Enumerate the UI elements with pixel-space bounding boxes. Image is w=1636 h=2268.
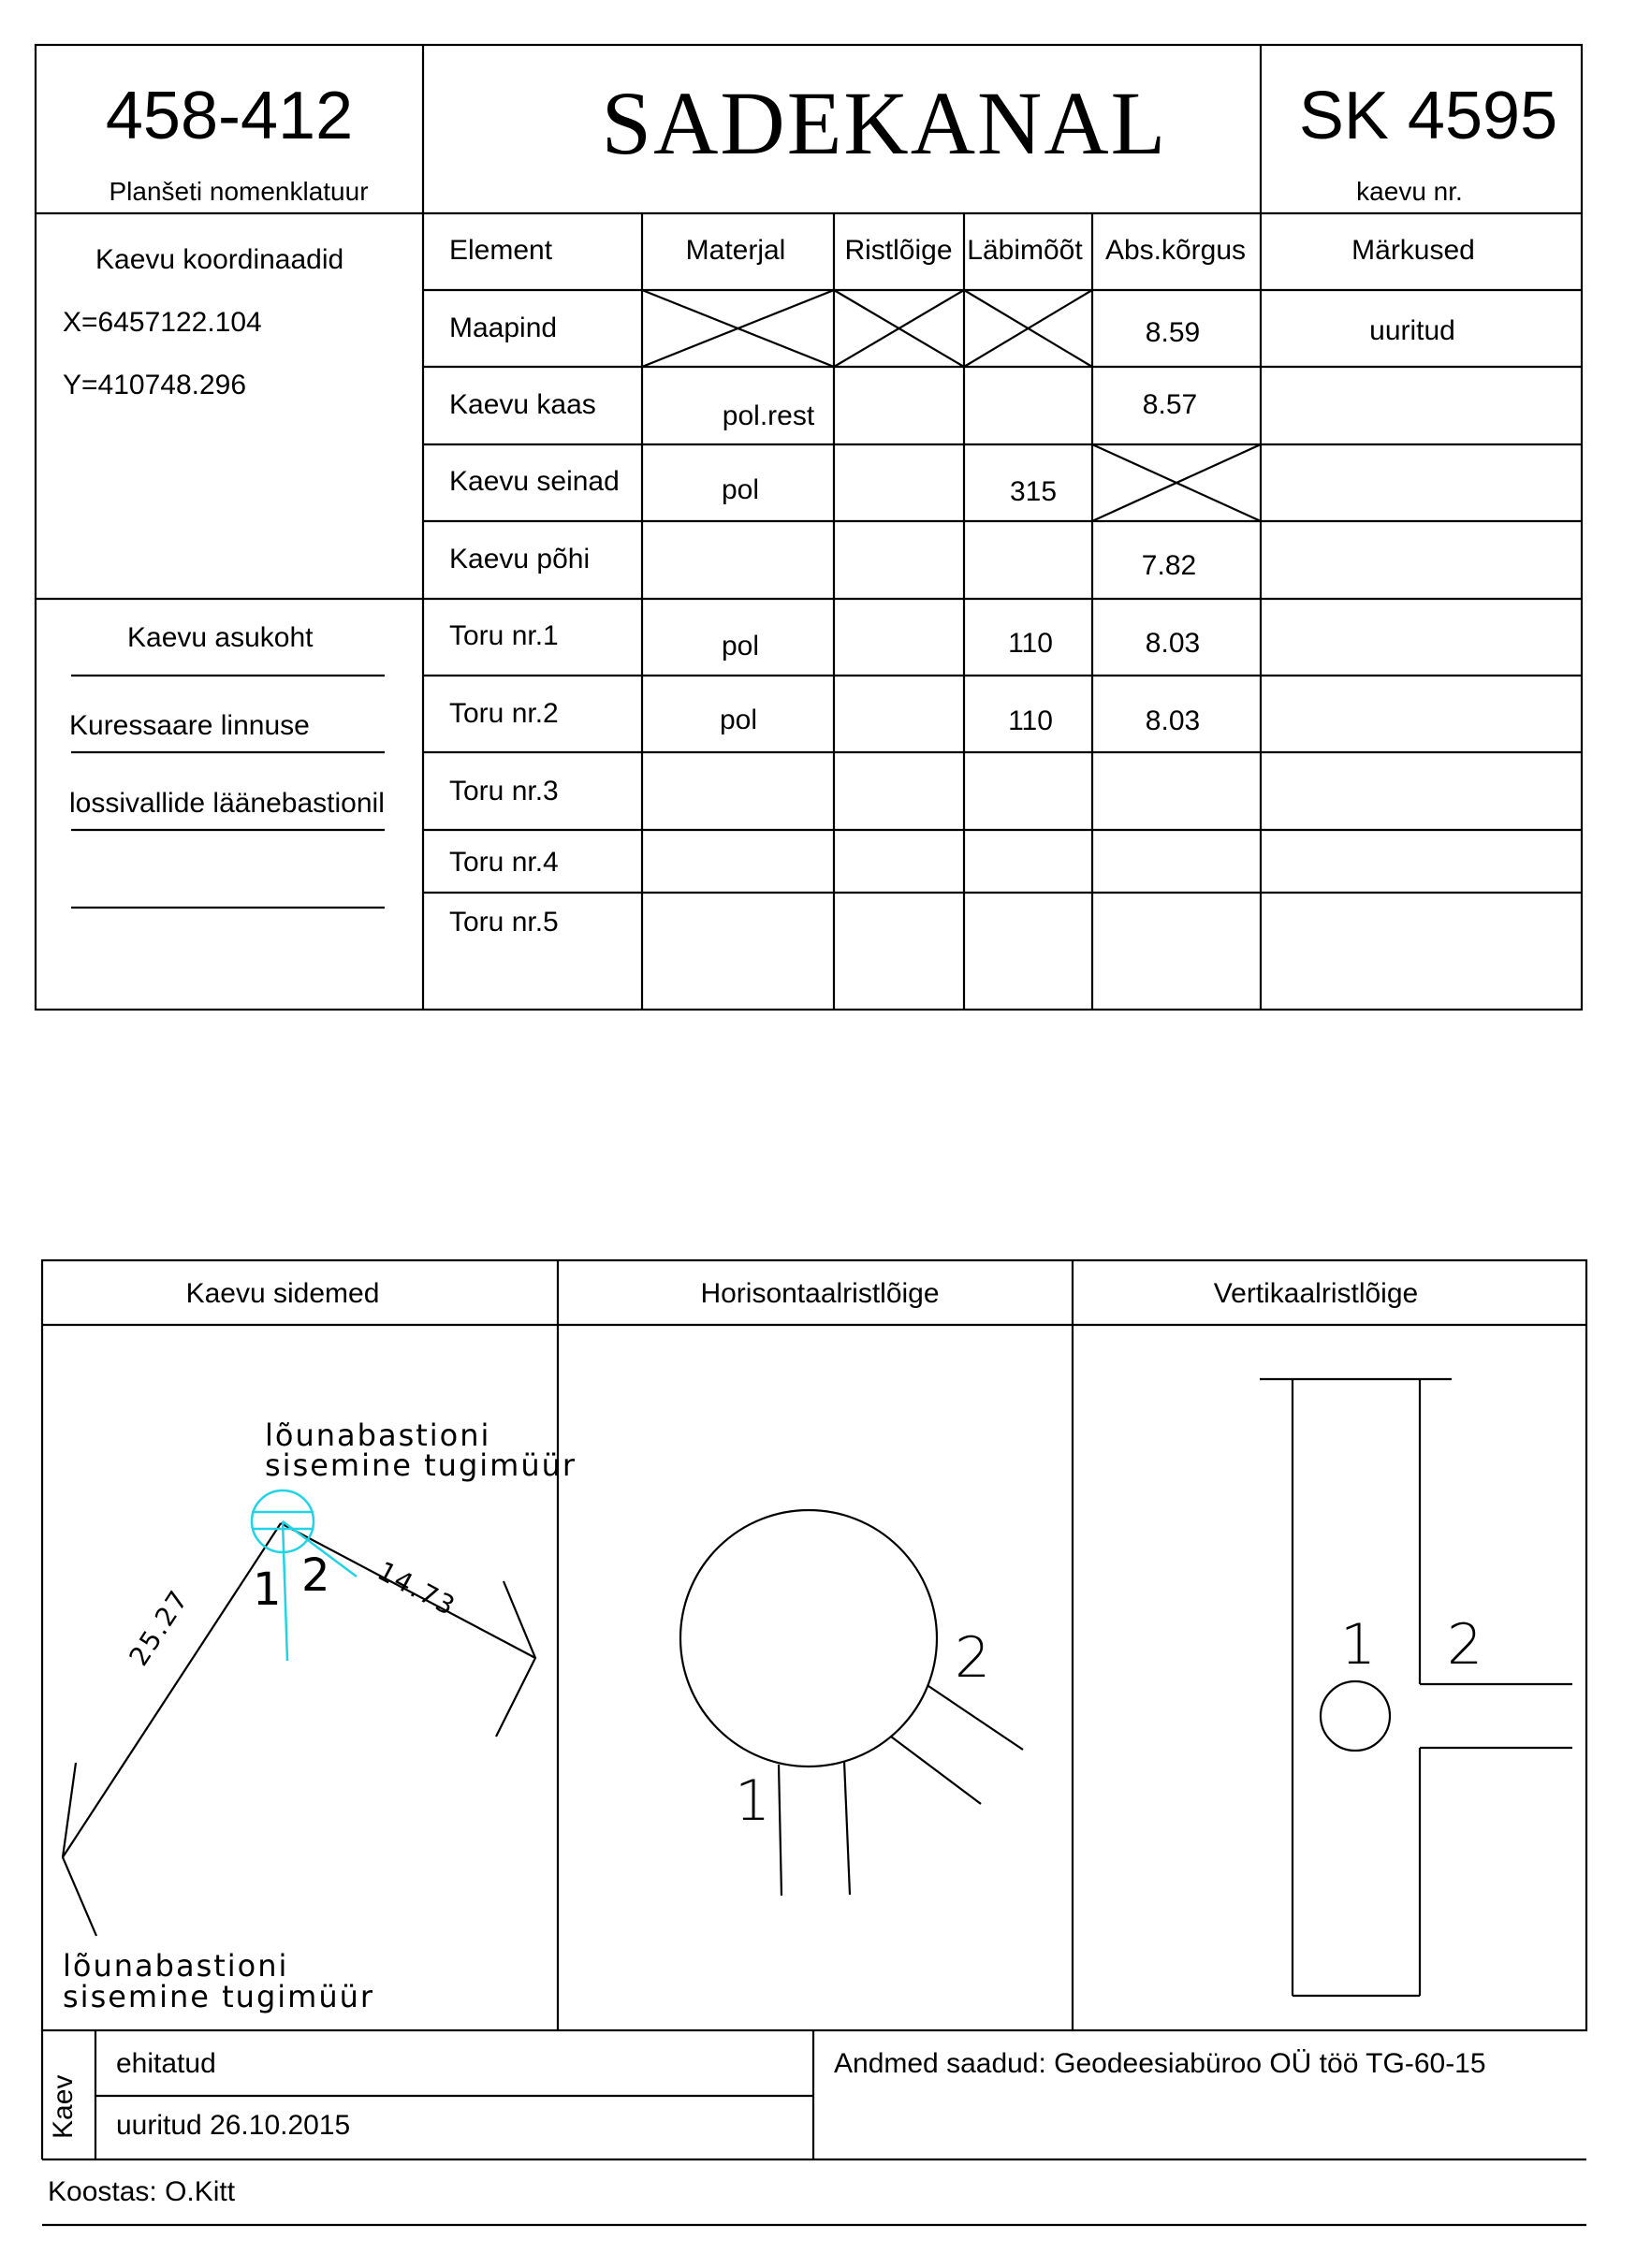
row-abs-height: 8.57	[1142, 389, 1198, 420]
sheet-number: 458-412	[105, 79, 354, 153]
panel-header-vertical: Vertikaalristlõige	[1213, 1278, 1419, 1309]
horizontal-pipe-2-label: 2	[955, 1625, 991, 1691]
wall-label-bottom-line1: lõunabastioni	[63, 1948, 289, 1984]
col-header-material: Materjal	[685, 235, 786, 266]
pipe-2-label: 2	[301, 1549, 330, 1602]
pipe-1-label: 1	[253, 1563, 282, 1616]
panel-header-ties: Kaevu sidemed	[185, 1278, 380, 1309]
vertical-pipe-2-label: 2	[1447, 1612, 1483, 1678]
coordinates-label: Kaevu koordinaadid	[95, 244, 344, 275]
col-header-element: Element	[449, 235, 553, 266]
coordinate-y: Y=410748.296	[63, 370, 247, 400]
location-line-2: lossivallide läänebastionil	[69, 788, 385, 819]
footer-built: ehitatud	[116, 2048, 216, 2079]
row-element: Toru nr.5	[449, 907, 559, 938]
page-title: SADEKANAL	[601, 73, 1168, 173]
col-header-diameter: Läbimõõt	[967, 235, 1083, 266]
horizontal-section	[680, 1510, 1023, 1896]
row-material: pol.rest	[722, 400, 815, 431]
row-diameter: 110	[1008, 628, 1053, 659]
row-abs-height: 8.03	[1145, 628, 1201, 659]
wall-label-bottom-line2: sisemine tugimüür	[63, 1979, 375, 2014]
row-element: Kaevu põhi	[449, 544, 591, 574]
distance-label-right: 14.73	[372, 1555, 462, 1622]
row-element: Kaevu seinad	[449, 466, 620, 497]
panel-header-horizontal: Horisontaalristlõige	[700, 1278, 940, 1309]
row-element: Toru nr.3	[449, 776, 559, 807]
vertical-section	[1260, 1379, 1572, 1996]
col-header-notes: Märkused	[1351, 235, 1475, 266]
row-notes: uuritud	[1369, 315, 1455, 346]
row-material: pol	[721, 631, 760, 662]
row-abs-height: 8.03	[1145, 705, 1201, 736]
row-material: pol	[719, 705, 758, 735]
footer-source: Andmed saadud: Geodeesiabüroo OÜ töö TG-60-15	[834, 2048, 1486, 2079]
row-element: Kaevu kaas	[449, 389, 596, 420]
wall-label-top-line1: lõunabastioni	[265, 1418, 491, 1453]
row-element: Maapind	[449, 313, 558, 343]
wall-label-top-line2: sisemine tugimüür	[265, 1447, 577, 1483]
sheet-number-label: Planšeti nomenklatuur	[109, 177, 369, 206]
row-element: Toru nr.1	[449, 620, 559, 651]
row-diameter: 110	[1008, 705, 1053, 736]
distance-label-left: 25.27	[123, 1583, 196, 1672]
row-material: pol	[721, 474, 760, 505]
row-diameter: 315	[1009, 476, 1058, 507]
col-header-cross-section: Ristlõige	[844, 235, 953, 266]
row-element: Toru nr.2	[449, 698, 559, 729]
footer-author: Koostas: O.Kitt	[48, 2176, 236, 2207]
location-line-1: Kuressaare linnuse	[69, 710, 310, 741]
horizontal-pipe-1-label: 1	[735, 1768, 771, 1834]
location-label: Kaevu asukoht	[127, 622, 314, 653]
row-abs-height: 7.82	[1141, 550, 1197, 581]
vertical-pipe-1-label: 1	[1340, 1612, 1377, 1678]
row-element: Toru nr.4	[449, 847, 559, 878]
footer-surveyed: uuritud 26.10.2015	[116, 2110, 351, 2141]
well-number-label: kaevu nr.	[1356, 177, 1463, 206]
footer-side-label: Kaev	[48, 2074, 79, 2139]
coordinate-x: X=6457122.104	[63, 307, 262, 338]
col-header-abs-height: Abs.kõrgus	[1104, 235, 1247, 266]
well-number: SK 4595	[1298, 79, 1558, 153]
row-abs-height: 8.59	[1145, 317, 1201, 348]
sidemed-lines	[63, 1523, 535, 1936]
